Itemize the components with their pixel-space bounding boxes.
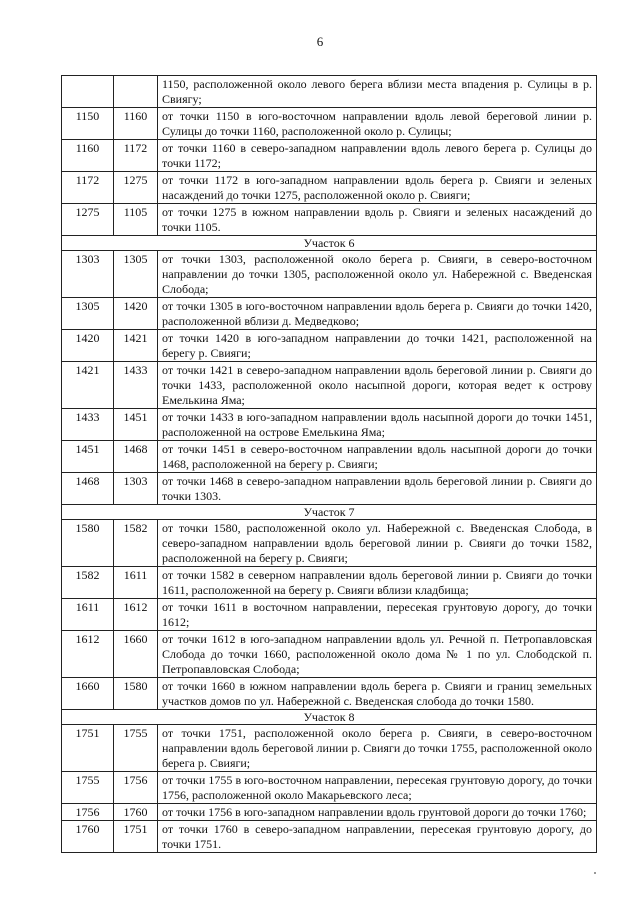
to-point-cell: 1160: [114, 108, 158, 140]
description-cell: от точки 1751, расположенной около берега р. Свияги, в северо-восточном направлении вдоль береговой линии р. Свияги до точки 1755, расположенной около берега р. Свияги;: [158, 725, 597, 772]
description-cell: 1150, расположенной около левого берега вблизи места впадения р. Сулицы в р. Свиягу;: [158, 76, 597, 108]
from-point-cell: 1160: [62, 140, 114, 172]
table-row: [62, 330, 597, 362]
to-point-cell: 1612: [114, 599, 158, 631]
description-cell: от точки 1760 в северо-западном направлении, пересекая грунтовую дорогу, до точки 1751.: [158, 821, 597, 853]
from-point-cell: 1275: [62, 204, 114, 236]
section-header-row: [62, 505, 597, 520]
from-point-cell: 1760: [62, 821, 114, 853]
to-point-cell: 1755: [114, 725, 158, 772]
table-row: [62, 804, 597, 821]
from-point-cell: 1580: [62, 520, 114, 567]
from-point-cell: 1150: [62, 108, 114, 140]
page-number: 6: [316, 34, 324, 49]
description-cell: от точки 1582 в северном направлении вдоль береговой линии р. Свияги до точки 1611, расположенной на берегу р. Свияги вблизи кладбища;: [158, 567, 597, 599]
from-point-cell: 1421: [62, 362, 114, 409]
table-row: [62, 678, 597, 710]
boundary-description-table: [61, 75, 597, 853]
from-point-cell: 1582: [62, 567, 114, 599]
table-body: [62, 76, 597, 853]
to-point-cell: 1751: [114, 821, 158, 853]
description-cell: от точки 1612 в юго-западном направлении вдоль ул. Речной п. Петропавловская Слобода до точки 1660, расположенной около дома № 1 по ул. Слободской п. Петропавловская Слобода;: [158, 631, 597, 678]
description-cell: от точки 1172 в юго-западном направлении вдоль берега р. Свияги и зеленых насаждений до точки 1275, расположенной около р. Свияги;: [158, 172, 597, 204]
to-point-cell: 1303: [114, 473, 158, 505]
description-cell: от точки 1160 в северо-западном направлении вдоль левого берега р. Сулицы до точки 1172;: [158, 140, 597, 172]
description-cell: от точки 1468 в северо-западном направлении вдоль береговой линии р. Свияги до точки 1303.: [158, 473, 597, 505]
description-cell: от точки 1420 в юго-западном направлении до точки 1421, расположенной на берегу р. Свияги;: [158, 330, 597, 362]
table-row: [62, 108, 597, 140]
to-point-cell: 1172: [114, 140, 158, 172]
to-point-cell: [114, 76, 158, 108]
from-point-cell: 1468: [62, 473, 114, 505]
description-cell: от точки 1451 в северо-восточном направлении вдоль насыпной дороги до точки 1468, расположенной на берегу р. Свияги;: [158, 441, 597, 473]
table-row: [62, 409, 597, 441]
table-row: [62, 251, 597, 298]
from-point-cell: 1433: [62, 409, 114, 441]
from-point-cell: 1172: [62, 172, 114, 204]
from-point-cell: 1751: [62, 725, 114, 772]
description-cell: от точки 1611 в восточном направлении, пересекая грунтовую дорогу, до точки 1612;: [158, 599, 597, 631]
to-point-cell: 1305: [114, 251, 158, 298]
description-cell: от точки 1421 в северо-западном направлении вдоль береговой линии р. Свияги до точки 1433, расположенной около насыпной дороги, которая ведет к острову Емелькина Яма;: [158, 362, 597, 409]
description-cell: от точки 1305 в юго-восточном направлении вдоль берега р. Свияги до точки 1420, расположенной вблизи д. Медведково;: [158, 298, 597, 330]
to-point-cell: 1582: [114, 520, 158, 567]
table-row: [62, 76, 597, 108]
section-title: Участок 7: [62, 505, 597, 520]
table-row: [62, 567, 597, 599]
from-point-cell: 1303: [62, 251, 114, 298]
to-point-cell: 1105: [114, 204, 158, 236]
table-row: [62, 631, 597, 678]
section-title: Участок 6: [62, 236, 597, 251]
from-point-cell: 1420: [62, 330, 114, 362]
section-header-row: [62, 710, 597, 725]
description-cell: от точки 1150 в юго-восточном направлении вдоль левой береговой линии р. Сулицы до точки 1160, расположенной около р. Сулицы;: [158, 108, 597, 140]
table-row: [62, 821, 597, 853]
from-point-cell: 1611: [62, 599, 114, 631]
scan-speck: [594, 872, 596, 874]
section-title: Участок 8: [62, 710, 597, 725]
to-point-cell: 1760: [114, 804, 158, 821]
table-row: [62, 172, 597, 204]
to-point-cell: 1468: [114, 441, 158, 473]
table-row: [62, 441, 597, 473]
table-row: [62, 725, 597, 772]
to-point-cell: 1420: [114, 298, 158, 330]
to-point-cell: 1433: [114, 362, 158, 409]
table-row: [62, 772, 597, 804]
from-point-cell: 1451: [62, 441, 114, 473]
description-cell: от точки 1756 в юго-западном направлении вдоль грунтовой дороги до точки 1760;: [158, 804, 597, 821]
description-cell: от точки 1303, расположенной около берега р. Свияги, в северо-восточном направлении до точки 1305, расположенной около ул. Набережной с. Введенская Слобода;: [158, 251, 597, 298]
to-point-cell: 1275: [114, 172, 158, 204]
table-row: [62, 140, 597, 172]
from-point-cell: [62, 76, 114, 108]
section-header-row: [62, 236, 597, 251]
table-row: [62, 362, 597, 409]
to-point-cell: 1611: [114, 567, 158, 599]
description-cell: от точки 1275 в южном направлении вдоль р. Свияги и зеленых насаждений до точки 1105.: [158, 204, 597, 236]
to-point-cell: 1451: [114, 409, 158, 441]
table-row: [62, 599, 597, 631]
from-point-cell: 1612: [62, 631, 114, 678]
from-point-cell: 1756: [62, 804, 114, 821]
table-row: [62, 298, 597, 330]
table-row: [62, 520, 597, 567]
to-point-cell: 1580: [114, 678, 158, 710]
description-cell: от точки 1755 в юго-восточном направлении, пересекая грунтовую дорогу, до точки 1756, расположенной около Макарьевского леса;: [158, 772, 597, 804]
from-point-cell: 1755: [62, 772, 114, 804]
to-point-cell: 1756: [114, 772, 158, 804]
table-row: [62, 473, 597, 505]
to-point-cell: 1421: [114, 330, 158, 362]
from-point-cell: 1660: [62, 678, 114, 710]
description-cell: от точки 1433 в юго-западном направлении вдоль насыпной дороги до точки 1451, расположенной на острове Емелькина Яма;: [158, 409, 597, 441]
description-cell: от точки 1580, расположенной около ул. Набережной с. Введенская Слобода, в северо-западном направлении вдоль береговой линии р. Свияги до точки 1582, расположенной на берегу р. Свияги;: [158, 520, 597, 567]
description-cell: от точки 1660 в южном направлении вдоль берега р. Свияги и границ земельных участков домов по ул. Набережной с. Введенская слобода до точки 1580.: [158, 678, 597, 710]
from-point-cell: 1305: [62, 298, 114, 330]
to-point-cell: 1660: [114, 631, 158, 678]
table-row: [62, 204, 597, 236]
